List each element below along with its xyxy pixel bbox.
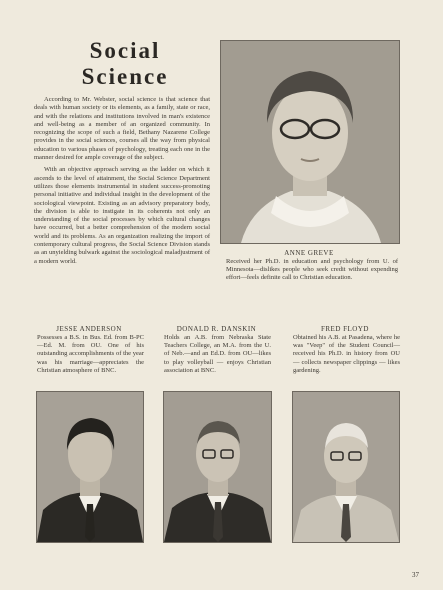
faculty-bio-anne-greve: Received her Ph.D. in education and psychology from U. of Minnesota—dislikes people who seek credit without expending effort—feels definite call to Christian education.: [226, 258, 398, 282]
faculty-name-donald-danskin: DONALD R. DANSKIN: [176, 325, 257, 333]
faculty-name-jesse-anderson: JESSE ANDERSON: [56, 325, 122, 333]
portrait-photo-fred-floyd: [292, 391, 400, 543]
intro-text: [34, 96, 210, 270]
faculty-name-fred-floyd: FRED FLOYD: [321, 325, 369, 333]
portrait-photo-jesse-anderson: [36, 391, 144, 543]
faculty-bio-fred-floyd: Obtained his A.B. at Pasadena, where he was "Veep" of the Student Council—received his Ph.D. in history from OU — collects newspaper clippings — likes gardening.: [293, 334, 400, 374]
intro-paragraph-1: According to Mr. Webster, social science is that science that deals with human society or its elements, as a family, state or race, and with the relations and institutions involved in man's existence and well-being as a member of an organized community. In recognizing the scope of such a field, Bethany Nazarene College provides in the social sciences, courses all the way from physical education to various phases of psychology, treating each one in the manner desired for ample coverage of the subject.: [34, 96, 210, 162]
page-title: [50, 38, 200, 90]
faculty-name-anne-greve: ANNE GREVE: [284, 249, 334, 257]
title-line-1: Social: [89, 38, 161, 63]
portrait-photo-anne-greve: [220, 40, 400, 244]
title-line-2: Science: [81, 64, 169, 89]
faculty-bio-jesse-anderson: Possesses a B.S. in Bus. Ed. from B-PC—Ed. M. from OU. One of his outstanding accomplishments of the year was his marriage—appreciates the Christian atmosphere of BNC.: [37, 334, 144, 374]
intro-paragraph-2: With an objective approach serving as the ladder on which it ascends to the level of attainment, the Social Science Department utilizes those elements instrumental in student success-promoting personal initiative and individual insight in the development of the sociological viewpoint. Existing as an advisory preparatory body, the division is able to instigate in its coherents not only an understanding of the social processes by which cultural changes have occurred, but a better comprehension of the modern social world and its problems. As an organization realizing the import of contemporary cultural progress, the Social Science Division stands as an unyielding bulwark against the sociological maladjustment of a modern world.: [34, 166, 210, 265]
portrait-photo-donald-danskin: [163, 391, 272, 543]
faculty-bio-donald-danskin: Holds an A.B. from Nebraska State Teachers College, an M.A. from the U. of Neb.—and an Ed.D. from OU—likes to play volleyball — enjoys Christian association at BNC.: [164, 334, 271, 374]
page-number: 37: [412, 571, 419, 579]
